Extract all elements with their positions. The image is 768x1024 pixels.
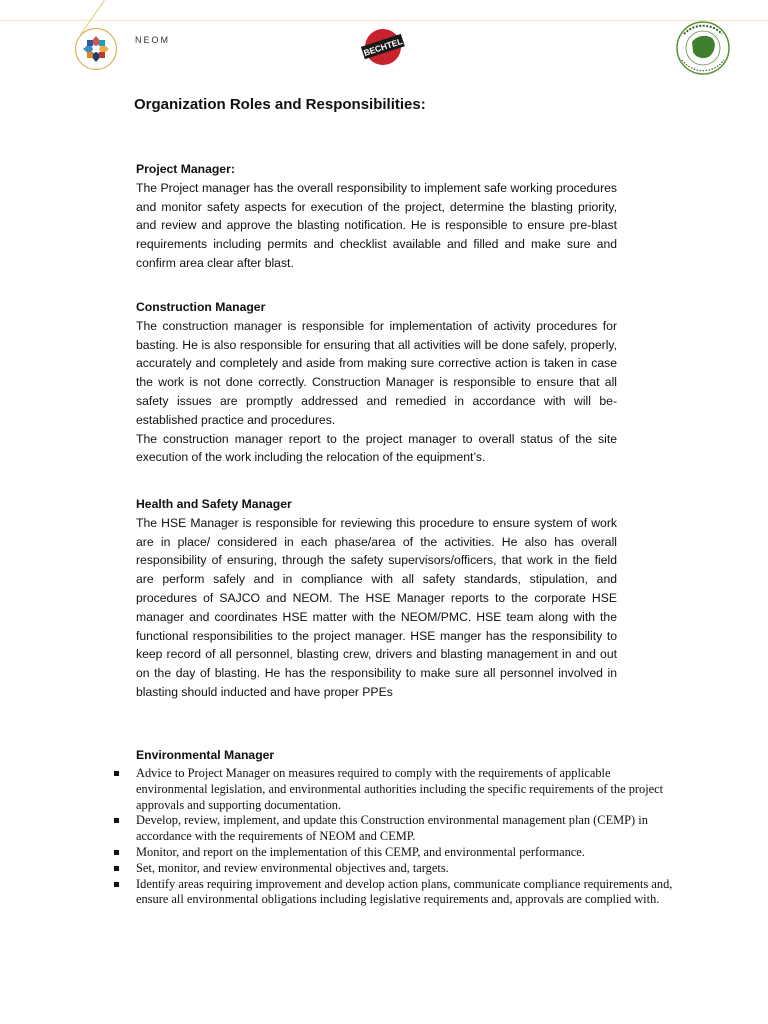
bechtel-logo-text: BECHTEL [362,36,404,58]
bullet-icon [114,771,119,776]
list-item-text: Identify areas requiring improvement and develop action plans, communicate compliance requirements and, ensure all environmental obligations including legislative requirements and, approvals are complied with. [136,876,673,907]
section-paragraph: The construction manager report to the project manager to overall status of the site execution of the work including the relocation of the equipment’s. [136,431,617,465]
section-health-safety-manager [136,495,617,702]
header-rule [0,20,768,21]
section-heading: Project Manager: [136,162,235,176]
list-item-text: Develop, review, implement, and update this Construction environmental management plan (CEMP) in accordance with the requirements of NEOM and CEMP. [136,813,648,844]
section-construction-manager [136,298,617,467]
bullet-icon [114,882,119,887]
section-paragraph: The Project manager has the overall responsibility to implement safe working procedures and monitor safety aspects for execution of the project, determine the blasting priority, and review and approve the blasting notification. He is responsible to ensure pre-blast requirements including permits and checklist available and filled and make sure and confirm area clear after blast. [136,180,617,270]
bullet-icon [114,866,119,871]
neom-logo-icon [74,27,118,71]
section-paragraph: The HSE Manager is responsible for reviewing this procedure to ensure system of work are in place/ considered in each phase/area of the activities. He also has overall responsibility of ensuring, through the safety supervisors/officers, that work in the field are perform safely and in compliance with all safety standards, stipulation, and procedures of SAJCO and NEOM. The HSE Manager reports to the corporate HSE manager and coordinates HSE matter with the NEOM/PMC. HSE team along with the functional responsibilities to the project manager. HSE manger has the responsibility to keep record of all personnel, blasting crew, drivers and blasting management in and out on the day of blasting. He has the responsibility to make sure all personnel involved in blasting should inducted and have proper PPEs [136,515,617,699]
list-item-text: Advice to Project Manager on measures required to comply with the requirements of applicable environmental legislation, and environmental authorities including the specific requirements of the project approvals and supporting documentation. [136,766,664,812]
bullet-icon [114,818,119,823]
section-heading: Health and Safety Manager [136,497,292,511]
bechtel-logo [358,25,408,69]
list-item [114,766,684,813]
section-heading-environmental-manager: Environmental Manager [136,748,275,762]
section-heading: Construction Manager [136,300,266,314]
neom-wordmark: NEOM [135,35,170,45]
list-item [114,877,684,909]
section-paragraph: The construction manager is responsible for implementation of activity procedures for basting. He is also responsible for ensuring that all activities will be done safely, properly, accurately and completely and aside from making sure corrective action is taken in case the work is not done correctly. Construction Manager is responsible to ensure that all safety issues are promptly addressed and remedied in accordance with will be- established practice and procedures. [136,318,617,427]
list-item [114,845,684,861]
page-header [0,0,768,90]
company-seal-icon [672,20,734,76]
environmental-responsibilities-list [114,766,684,908]
bullet-icon [114,850,119,855]
section-project-manager [136,160,617,273]
list-item [114,813,684,845]
list-item-text: Monitor, and report on the implementation of this CEMP, and environmental performance. [136,844,585,859]
list-item-text: Set, monitor, and review environmental objectives and, targets. [136,860,449,875]
list-item [114,861,684,877]
page-title: Organization Roles and Responsibilities: [134,96,426,113]
